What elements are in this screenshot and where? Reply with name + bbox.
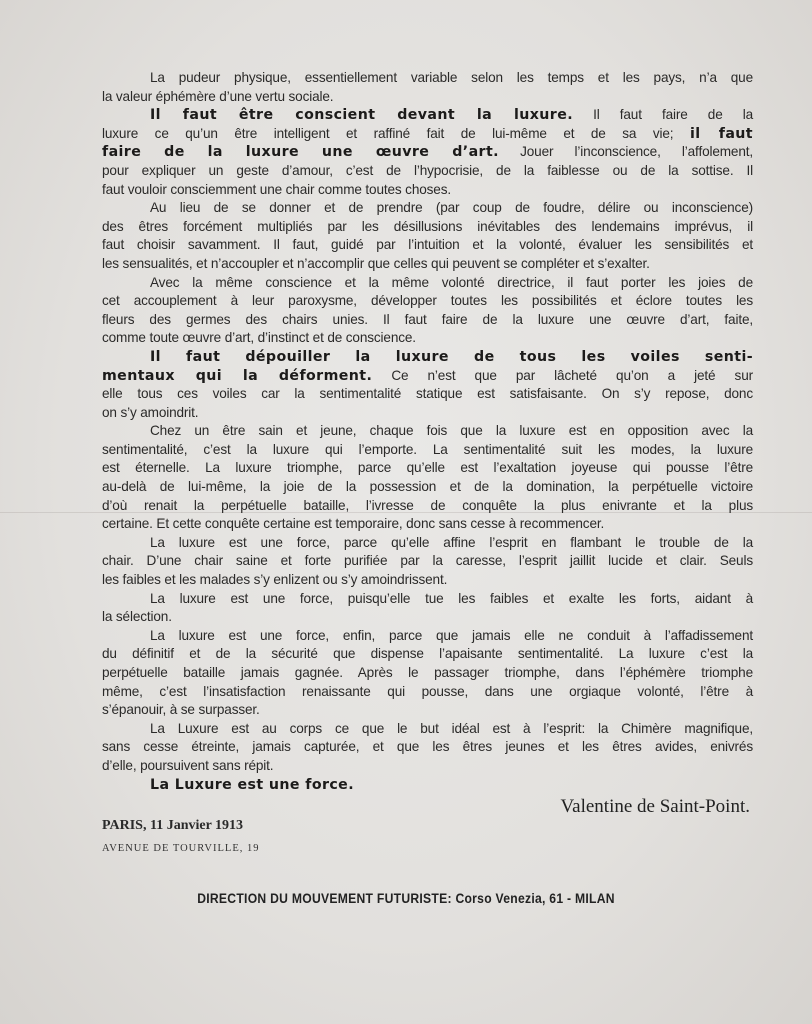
- text: la sélection.: [102, 609, 172, 625]
- bold-text: Il faut être conscient devant la luxure.: [150, 107, 574, 124]
- text: fleurs des germes des chairs unies. Il faut faire de la luxure une œuvre d’art, faite,: [102, 311, 753, 327]
- text-line: [102, 329, 753, 348]
- text-line: [102, 311, 753, 330]
- text-line: [102, 274, 753, 293]
- text: luxure ce qu’un être intelligent et raffiné fait de lui-même et de sa vie;: [102, 125, 690, 141]
- bold-text: faire de la luxure une œuvre d’art.: [102, 144, 499, 161]
- text-line: [102, 627, 753, 646]
- text-line: [102, 404, 753, 423]
- text-line: [102, 590, 753, 609]
- text: sans cesse étreinte, jamais capturée, et que les êtres jeunes et les êtres avides, enivrés: [102, 739, 753, 755]
- text: d’elle, poursuivent sans répit.: [102, 757, 274, 773]
- text-line: [102, 255, 753, 274]
- text: sentimentalité, c’est la luxure qui l’emporte. La sentimentalité suit les modes, la luxure: [102, 441, 753, 457]
- text-line: [102, 720, 753, 739]
- text-line: [102, 571, 753, 590]
- footer-publisher: DIRECTION DU MOUVEMENT FUTURISTE: Corso Venezia, 61 - MILAN: [197, 891, 615, 906]
- text: La luxure est une force, puisqu’elle tue les faibles et exalte les forts, aidant à: [150, 590, 753, 606]
- text: les faibles et les malades s’y enlizent ou s’y amoindrissent.: [102, 572, 448, 588]
- text-line: [102, 515, 753, 534]
- text-line: [102, 757, 753, 776]
- text-line: [102, 776, 753, 795]
- text: est éternelle. La luxure triomphe, parce qu’elle est l’exaltation joyeuse qui pousse l’être: [102, 460, 753, 476]
- text: Jouer l’inconscience, l’affolement,: [498, 144, 754, 160]
- text-line: [102, 143, 753, 162]
- text: La Luxure est au corps ce que le but idéal est à l’esprit: la Chimère magnifique,: [150, 720, 753, 736]
- bold-text: La Luxure est une force.: [150, 776, 354, 793]
- bold-text: il faut: [689, 125, 753, 142]
- text-line: [102, 645, 753, 664]
- text-line: [102, 701, 753, 720]
- text: certaine. Et cette conquête certaine est temporaire, donc sans cesse à recommencer.: [102, 516, 605, 532]
- text: on s’y amoindrit.: [102, 404, 199, 420]
- bold-text: Il faut dépouiller la luxure de tous les voiles senti-: [150, 348, 753, 365]
- text: elle tous ces voiles car la sentimentalité statique est satisfaisante. On s’y repose, donc: [102, 386, 753, 402]
- text: chair. D’une chair saine et forte purifiée par la caresse, l’esprit jaillit lucide et clair. Seuls: [102, 553, 753, 569]
- text: s’épanouir, à se surpasser.: [102, 702, 260, 718]
- text: perpétuelle bataille jamais gagnée. Après le passager triomphe, dans l’éphémère triomphe: [102, 665, 753, 680]
- text-line: [102, 422, 753, 441]
- text-line: [102, 367, 753, 386]
- text: faut vouloir consciemment une chair comme toutes choses.: [102, 181, 451, 197]
- text-line: [102, 608, 753, 627]
- manifesto-body: [102, 69, 753, 794]
- text: La pudeur physique, essentiellement variable selon les temps et les pays, n’a que: [150, 70, 753, 85]
- text-line: [102, 459, 753, 478]
- text-line: [102, 292, 753, 311]
- text-line: [102, 664, 753, 683]
- text-line: [102, 478, 753, 497]
- text-line: [102, 497, 753, 516]
- text-line: [102, 236, 753, 255]
- text: Ce n’est que par lâcheté qu’on a jeté sur: [372, 367, 753, 383]
- text: cet accouplement à leur paroxysme, développer toutes les possibilités et éclore toutes les: [102, 293, 753, 309]
- text: même, c’est l’insatisfaction renaissante qui pousse, dans une orgiaque volonté, l’être à: [102, 683, 753, 699]
- text: comme toute œuvre d’art, d’instinct et de conscience.: [102, 330, 416, 346]
- text: d’où renait la perpétuelle bataille, l’ivresse de conquête la plus enivrante et la plus: [102, 497, 753, 513]
- text: Il faut faire de la: [573, 107, 754, 123]
- text-line: [102, 534, 753, 553]
- text-line: [102, 199, 753, 218]
- text-line: [102, 348, 753, 367]
- text: des êtres forcément multipliés par les désillusions inévitables des lendemains imprévus, il: [102, 218, 753, 234]
- text-line: [102, 125, 753, 144]
- address: AVENUE DE TOURVILLE, 19: [102, 843, 260, 854]
- text: faut choisir savamment. Il faut, guidé par l’intuition et la volonté, évaluer les sensibilités et: [102, 237, 753, 253]
- text-line: [102, 181, 753, 200]
- text: au-delà de lui-même, la joie de la possession et de la domination, la perpétuelle victoire: [102, 479, 753, 495]
- text: Avec la même conscience et la même volonté directrice, il faut porter les joies de: [150, 274, 753, 290]
- text: Chez un être sain et jeune, chaque fois que la luxure est en opposition avec la: [150, 423, 753, 439]
- text-line: [102, 683, 753, 702]
- text-line: [102, 738, 753, 757]
- text: La luxure est une force, parce qu’elle affine l’esprit en flambant le trouble de la: [150, 534, 753, 550]
- text: la valeur éphémère d’une vertu sociale.: [102, 88, 334, 104]
- text: La luxure est une force, enfin, parce que jamais elle ne conduit à l’affadissement: [150, 627, 753, 643]
- text-line: [102, 441, 753, 460]
- text: du définitif et de la sécurité que dispense l’apaisante sentimentalité. La luxure c’est la: [102, 646, 753, 662]
- text-line: [102, 218, 753, 237]
- text-line: [102, 69, 753, 88]
- bold-text: mentaux qui la déforment.: [102, 367, 373, 384]
- text: pour expliquer un geste d’amour, c’est de l’hypocrisie, de la faiblesse ou de la sottise. Il: [102, 162, 753, 178]
- text-line: [102, 162, 753, 181]
- text-line: [102, 385, 753, 404]
- text-line: [102, 552, 753, 571]
- text-line: [102, 88, 753, 107]
- text-line: [102, 106, 753, 125]
- text: Au lieu de se donner et de prendre (par coup de foudre, délire ou inconscience): [150, 200, 753, 216]
- text: les sensualités, et n’accoupler et n’accomplir que celles qui peuvent se compléter et s’exalter.: [102, 255, 650, 271]
- signature: Valentine de Saint-Point.: [560, 796, 750, 817]
- place-date: PARIS, 11 Janvier 1913: [102, 818, 244, 833]
